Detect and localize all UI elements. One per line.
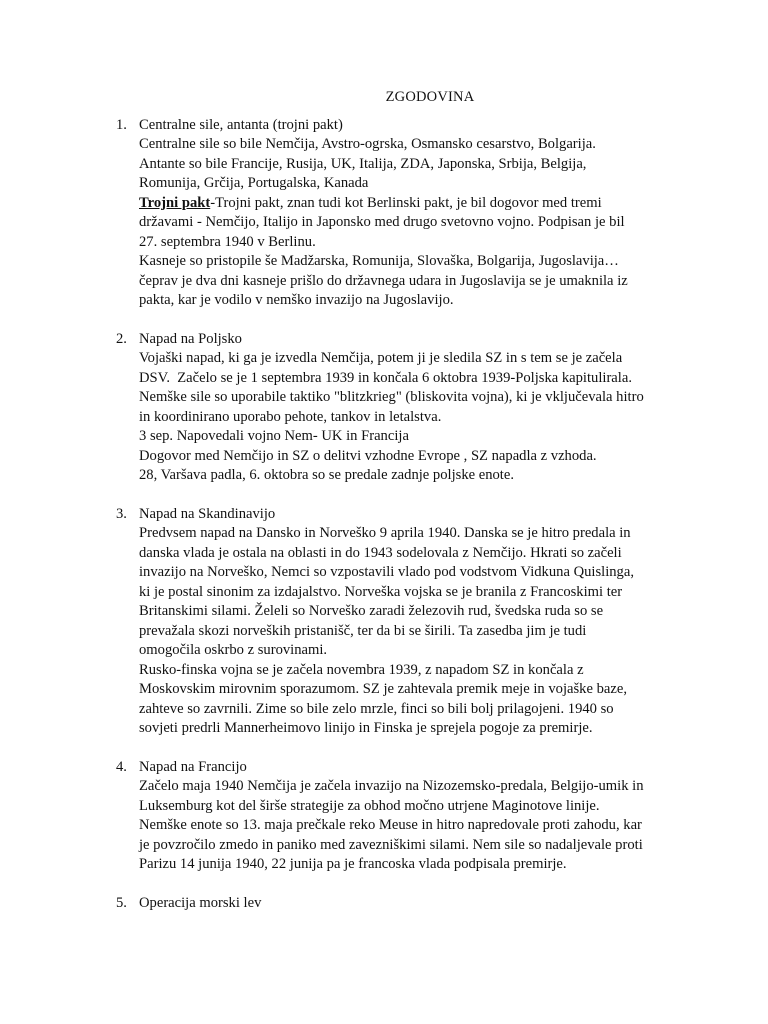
text-line: Antante so bile Francije, Rusija, UK, Italija, ZDA, Japonska, Srbija, Belgija, [139,155,587,172]
section-heading: Napad na Francijo [139,758,247,775]
text-line: Dogovor med Nemčijo in SZ o delitvi vzhodne Evrope , SZ napadla z vzhoda. [139,447,597,464]
section-heading: Napad na Poljsko [139,330,242,347]
section-2 [116,330,686,486]
text-line: Nemške sile so uporabile taktiko "blitzkrieg" (bliskovita vojna), ki je vključevala hitro [139,389,644,406]
text-line: 3 sep. Napovedali vojno Nem- UK in Francija [139,428,409,445]
text-line: zahteve so zavrnili. Zime so bile zelo mrzle, finci so bili bolj prilagojeni. 1940 so [139,700,614,717]
section-heading: Operacija morski lev [139,895,262,912]
section-number: 2. [116,330,127,347]
text-line: Moskovskim mirovnim sporazumom. SZ je zahtevala premik meje in vojaške baze, [139,681,627,698]
section-heading: Centralne sile, antanta (trojni pakt) [139,117,343,133]
section-number: 5. [116,895,127,912]
text-line: Nemške enote so 13. maja prečkale reko Meuse in hitro napredovale proti zahodu, kar [139,817,642,834]
text-line: Predvsem napad na Dansko in Norveško 9 aprila 1940. Danska se je hitro predala in [139,525,631,542]
section-1 [116,116,686,311]
section-5 [116,894,686,913]
document-title: ZGODOVINA [385,89,475,105]
section-heading: Napad na Skandinavijo [139,506,276,523]
text-line: prevažala skozi norveških pristanišč, ter da bi se širili. Ta zasedba jim je tudi [139,622,587,639]
text-line: je povzročilo zmedo in paniko med zavezniškimi silami. Nem sile so nadaljevale proti [139,836,643,853]
section-number: 3. [116,506,127,523]
text-line: ki je postal sinonim za izdajalstvo. Norveška vojska se je branila z Francoskimi ter [139,583,623,600]
text-line: omogočila oskrbo z surovinami. [139,642,328,659]
section-4 [116,758,686,875]
text-line: pakta, kar je vodilo v nemško invazijo na Jugoslavijo. [139,292,454,309]
text-line [139,194,686,213]
text-line: 27. septembra 1940 v Berlinu. [139,233,316,250]
text-line: invazijo na Norveško, Nemci so vzpostavili vlado pod vodstvom Vidkuna Quislinga, [139,564,634,581]
text-fragment: -Trojni pakt, znan tudi kot Berlinski pakt, je bil dogovor med tremi [210,194,602,211]
text-line: danska vlada je ostala na oblasti in do 1943 sodelovala z Nemčijo. Hkrati so začeli [139,544,622,561]
text-line: Romunija, Grčija, Portugalska, Kanada [139,175,369,192]
text-line: Britanskimi silami. Želeli so Norveško zaradi železovih rud, švedska ruda so se [139,603,604,620]
bold-term: Trojni pakt [139,194,211,211]
text-line: Parizu 14 junija 1940, 22 junija pa je francoska vlada podpisala premirje. [139,856,567,873]
text-line: državami - Nemčijo, Italijo in Japonsko med drugo svetovno vojno. Podpisan je bil [139,214,625,231]
text-line: 28, Varšava padla, 6. oktobra so se predale zadnje poljske enote. [139,467,514,484]
section-number: 4. [116,758,127,775]
text-line: Rusko-finska vojna se je začela novembra 1939, z napadom SZ in končala z [139,661,584,678]
text-line: Začelo maja 1940 Nemčija je začela invazijo na Nizozemsko-predala, Belgijo-umik in [139,778,644,795]
text-line: Kasneje so pristopile še Madžarska, Romunija, Slovaška, Bolgarija, Jugoslavija… [139,253,619,270]
section-number: 1. [116,117,127,133]
text-line: Vojaški napad, ki ga je izvedla Nemčija, potem ji je sledila SZ in s tem se je začela [139,350,623,367]
text-line: čeprav je dva dni kasneje prišlo do državnega udara in Jugoslavija se je umaknila iz [139,272,628,289]
text-line: in koordinirano uporabo pehote, tankov in letalstva. [139,408,442,425]
text-line: Luksemburg kot del širše strategije za obhod močno utrjene Maginotove linije. [139,797,600,814]
text-line: DSV. Začelo se je 1 septembra 1939 in končala 6 oktobra 1939-Poljska kapitulirala. [139,369,632,386]
text-line: Centralne sile so bile Nemčija, Avstro-ogrska, Osmansko cesarstvo, Bolgarija. [139,136,596,153]
section-list [116,116,686,914]
section-3 [116,505,686,738]
text-line: sovjeti predrli Mannerheimovo linijo in Finska je sprejela pogoje za premirje. [139,720,593,737]
